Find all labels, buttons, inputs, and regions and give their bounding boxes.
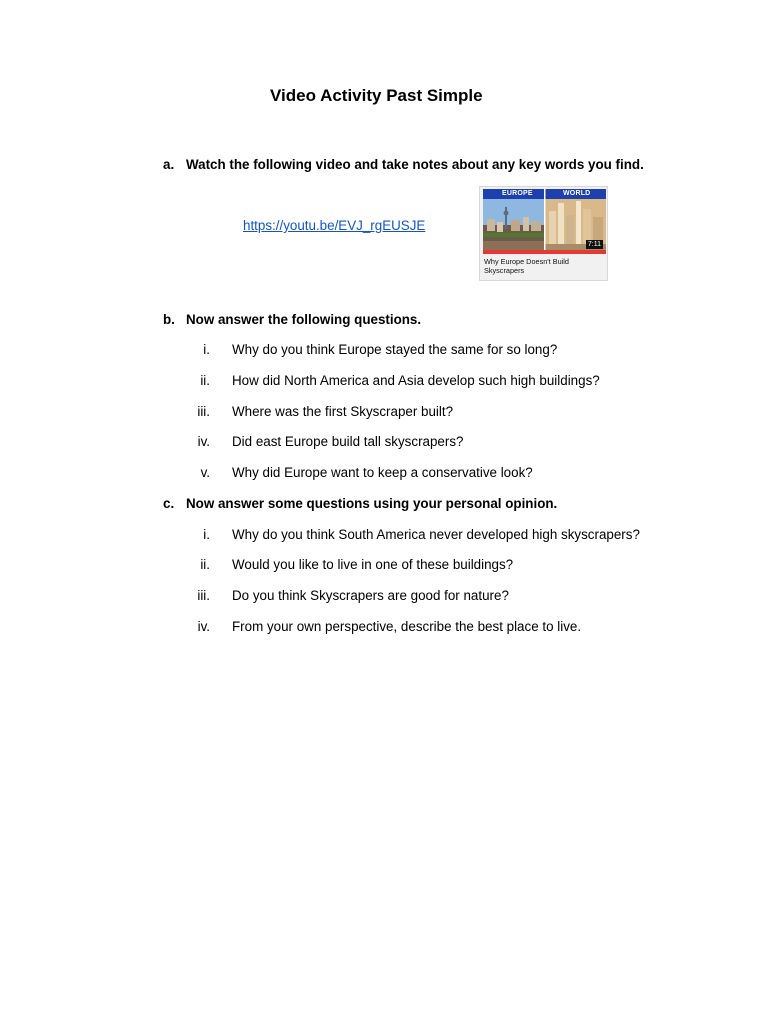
question-number: iii.: [197, 404, 210, 419]
question-number: iii.: [197, 588, 210, 603]
question-text: Did east Europe build tall skyscrapers?: [232, 434, 464, 449]
question-text: From your own perspective, describe the best place to live.: [232, 619, 582, 634]
video-thumbnail[interactable]: [483, 189, 606, 254]
question-number: v.: [200, 465, 210, 480]
thumb-label-europe: EUROPE: [502, 190, 533, 197]
section-a-letter: a.: [163, 157, 175, 172]
section-b-letter: b.: [163, 312, 175, 327]
section-a-heading: Watch the following video and take notes about any key words you find.: [186, 157, 644, 172]
question-text: Where was the first Skyscraper built?: [232, 404, 454, 419]
question-text: How did North America and Asia develop such high buildings?: [232, 373, 600, 388]
section-c-heading: Now answer some questions using your personal opinion.: [186, 496, 558, 511]
question-number: iv.: [197, 434, 210, 449]
document-title: Video Activity Past Simple: [270, 86, 483, 105]
question-number: i.: [203, 527, 210, 542]
section-c-letter: c.: [163, 496, 175, 511]
question-number: iv.: [197, 619, 210, 634]
video-caption: Why Europe Doesn't Build Skyscrapers: [484, 257, 569, 275]
question-number: ii.: [200, 373, 210, 388]
question-text: Do you think Skyscrapers are good for nature?: [232, 588, 509, 603]
video-link[interactable]: https://youtu.be/EVJ_rgEUSJE: [243, 218, 426, 233]
video-duration: 7:11: [587, 241, 601, 248]
question-number: i.: [203, 342, 210, 357]
question-text: Would you like to live in one of these buildings?: [232, 557, 514, 572]
section-b-heading: Now answer the following questions.: [186, 312, 422, 327]
question-text: Why do you think South America never developed high skyscrapers?: [232, 527, 640, 542]
video-preview-card[interactable]: [479, 186, 608, 281]
question-text: Why did Europe want to keep a conservative look?: [232, 465, 533, 480]
question-text: Why do you think Europe stayed the same for so long?: [232, 342, 558, 357]
question-number: ii.: [200, 557, 210, 572]
thumb-label-world: WORLD: [563, 190, 591, 197]
